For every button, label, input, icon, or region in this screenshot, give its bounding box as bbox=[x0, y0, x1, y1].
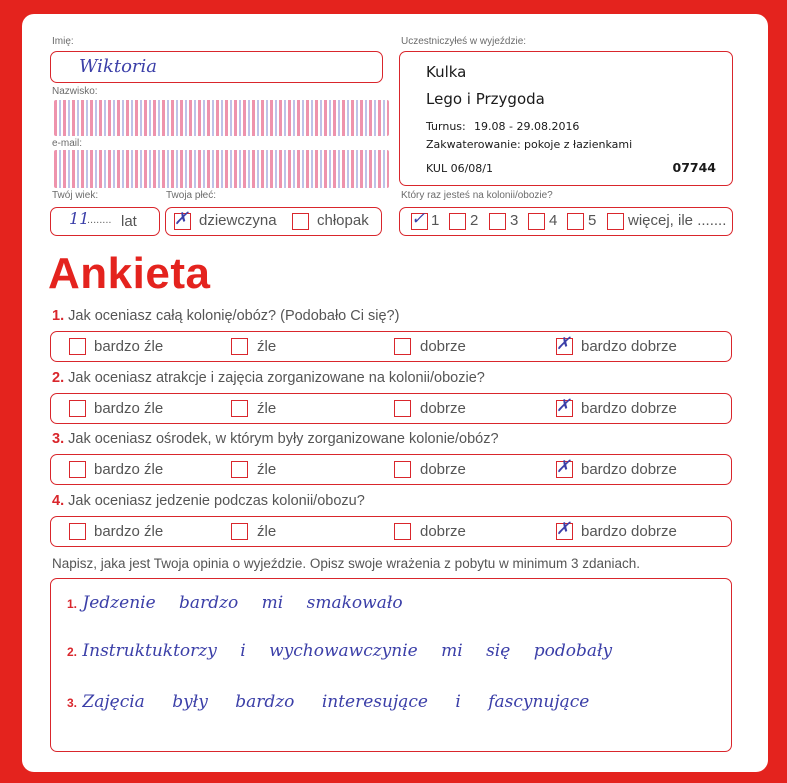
gender-option-girl: dziewczyna bbox=[199, 212, 277, 229]
opinion-line-3: 3. Zajęcia były bardzo interesujące i fascynujące bbox=[67, 692, 590, 712]
q4-checkbox-very-bad[interactable] bbox=[69, 523, 86, 540]
opinion-line-1: 1. Jedzenie bardzo mi smakowało bbox=[67, 593, 403, 613]
q4-option-good: dobrze bbox=[420, 523, 466, 540]
accommodation-value: pokoje z łazienkami bbox=[524, 138, 633, 151]
gender-label: Twoja płeć: bbox=[166, 190, 217, 201]
opinion-prompt: Napisz, jaka jest Twoja opinia o wyjeździe. Opisz swoje wrażenia z pobytu w minimum 3 zdaniach. bbox=[52, 556, 641, 571]
answer-row-2 bbox=[50, 393, 732, 424]
q2-option-good: dobrze bbox=[420, 400, 466, 417]
opinion-line-2: 2. Instruktuktorzy i wychowawczynie mi się podobały bbox=[67, 641, 613, 661]
answer-row-4 bbox=[50, 516, 732, 547]
q1-option-very-bad: bardzo źle bbox=[94, 338, 164, 355]
gender-field bbox=[165, 207, 382, 236]
times-option-more: więcej, ile ....... bbox=[628, 212, 727, 229]
q2-checkbox-very-bad[interactable] bbox=[69, 400, 86, 417]
q2-option-very-bad: bardzo źle bbox=[94, 400, 164, 417]
cross-mark: ✗ bbox=[556, 396, 571, 416]
times-option-2: 2 bbox=[470, 212, 479, 229]
times-checkbox-5[interactable] bbox=[567, 213, 584, 230]
q3-checkbox-good[interactable] bbox=[394, 461, 411, 478]
q3-option-very-bad: bardzo źle bbox=[94, 461, 164, 478]
times-option-5: 5 bbox=[588, 212, 597, 229]
q2-option-bad: źle bbox=[257, 400, 277, 417]
q2-checkbox-very-good[interactable] bbox=[556, 396, 573, 417]
q3-option-very-good: bardzo dobrze bbox=[581, 461, 677, 478]
trip-line2: Lego i Przygoda bbox=[426, 90, 545, 108]
survey-sheet bbox=[22, 14, 768, 772]
answer-row-1 bbox=[50, 331, 732, 362]
trip-box bbox=[399, 51, 733, 186]
q4-option-bad: źle bbox=[257, 523, 277, 540]
q3-option-good: dobrze bbox=[420, 461, 466, 478]
turnus-label: Turnus: bbox=[426, 120, 466, 133]
times-option-3: 3 bbox=[510, 212, 519, 229]
times-field bbox=[399, 207, 733, 236]
times-checkbox-1[interactable] bbox=[411, 209, 428, 230]
question-2: 2. Jak oceniasz atrakcje i zajęcia zorganizowane na kolonii/obozie? bbox=[52, 370, 485, 386]
answer-row-3 bbox=[50, 454, 732, 485]
q4-option-very-bad: bardzo źle bbox=[94, 523, 164, 540]
question-3: 3. Jak oceniasz ośrodek, w którym były zorganizowane kolonie/obóz? bbox=[52, 431, 499, 447]
age-field[interactable] bbox=[50, 207, 160, 236]
name-field[interactable] bbox=[50, 51, 383, 83]
question-1: 1. Jak oceniasz całą kolonię/obóz? (Podobało Ci się?) bbox=[52, 308, 400, 324]
check-mark: ✓ bbox=[411, 209, 426, 229]
q1-checkbox-very-bad[interactable] bbox=[69, 338, 86, 355]
cross-mark: ✗ bbox=[556, 334, 571, 354]
name-label: Imię: bbox=[52, 36, 74, 47]
q1-option-bad: źle bbox=[257, 338, 277, 355]
gender-checkbox-girl[interactable] bbox=[174, 209, 191, 230]
times-checkbox-4[interactable] bbox=[528, 213, 545, 230]
q1-checkbox-very-good[interactable] bbox=[556, 334, 573, 355]
times-option-1: 1 bbox=[431, 212, 440, 229]
q3-checkbox-very-good[interactable] bbox=[556, 457, 573, 478]
name-value: Wiktoria bbox=[79, 56, 158, 77]
opinion-field[interactable] bbox=[50, 578, 732, 752]
age-value: 11 bbox=[69, 209, 90, 228]
age-dots: ........ bbox=[87, 214, 112, 226]
q1-checkbox-good[interactable] bbox=[394, 338, 411, 355]
q1-option-very-good: bardzo dobrze bbox=[581, 338, 677, 355]
trip-code: KUL 06/08/1 bbox=[426, 162, 493, 175]
turnus-value: 19.08 - 29.08.2016 bbox=[474, 120, 580, 133]
gender-option-boy: chłopak bbox=[317, 212, 369, 229]
q4-checkbox-bad[interactable] bbox=[231, 523, 248, 540]
q3-checkbox-very-bad[interactable] bbox=[69, 461, 86, 478]
q2-checkbox-good[interactable] bbox=[394, 400, 411, 417]
email-label: e-mail: bbox=[52, 138, 83, 149]
q4-checkbox-good[interactable] bbox=[394, 523, 411, 540]
gender-checkbox-boy[interactable] bbox=[292, 213, 309, 230]
cross-mark: ✗ bbox=[556, 457, 571, 477]
q3-checkbox-bad[interactable] bbox=[231, 461, 248, 478]
age-unit: lat bbox=[121, 213, 137, 230]
cross-mark: ✗ bbox=[556, 519, 571, 539]
redacted-surname bbox=[54, 100, 389, 136]
question-4: 4. Jak oceniasz jedzenie podczas kolonii/obozu? bbox=[52, 493, 365, 509]
q1-option-good: dobrze bbox=[420, 338, 466, 355]
age-label: Twój wiek: bbox=[52, 190, 99, 201]
q1-checkbox-bad[interactable] bbox=[231, 338, 248, 355]
times-checkbox-2[interactable] bbox=[449, 213, 466, 230]
survey-title: Ankieta bbox=[48, 249, 211, 298]
q4-checkbox-very-good[interactable] bbox=[556, 519, 573, 540]
accommodation-label: Zakwaterowanie: bbox=[426, 138, 521, 151]
times-checkbox-more[interactable] bbox=[607, 213, 624, 230]
q2-option-very-good: bardzo dobrze bbox=[581, 400, 677, 417]
times-option-4: 4 bbox=[549, 212, 558, 229]
times-checkbox-3[interactable] bbox=[489, 213, 506, 230]
q3-option-bad: źle bbox=[257, 461, 277, 478]
cross-mark: ✗ bbox=[174, 209, 189, 229]
trip-number: 07744 bbox=[672, 160, 716, 175]
q2-checkbox-bad[interactable] bbox=[231, 400, 248, 417]
surname-label: Nazwisko: bbox=[52, 86, 98, 97]
times-label: Który raz jesteś na kolonii/obozie? bbox=[401, 190, 553, 201]
trip-line1: Kulka bbox=[426, 63, 467, 81]
q4-option-very-good: bardzo dobrze bbox=[581, 523, 677, 540]
redacted-email bbox=[54, 150, 389, 188]
trip-label: Uczestniczyłeś w wyjeździe: bbox=[401, 36, 527, 47]
